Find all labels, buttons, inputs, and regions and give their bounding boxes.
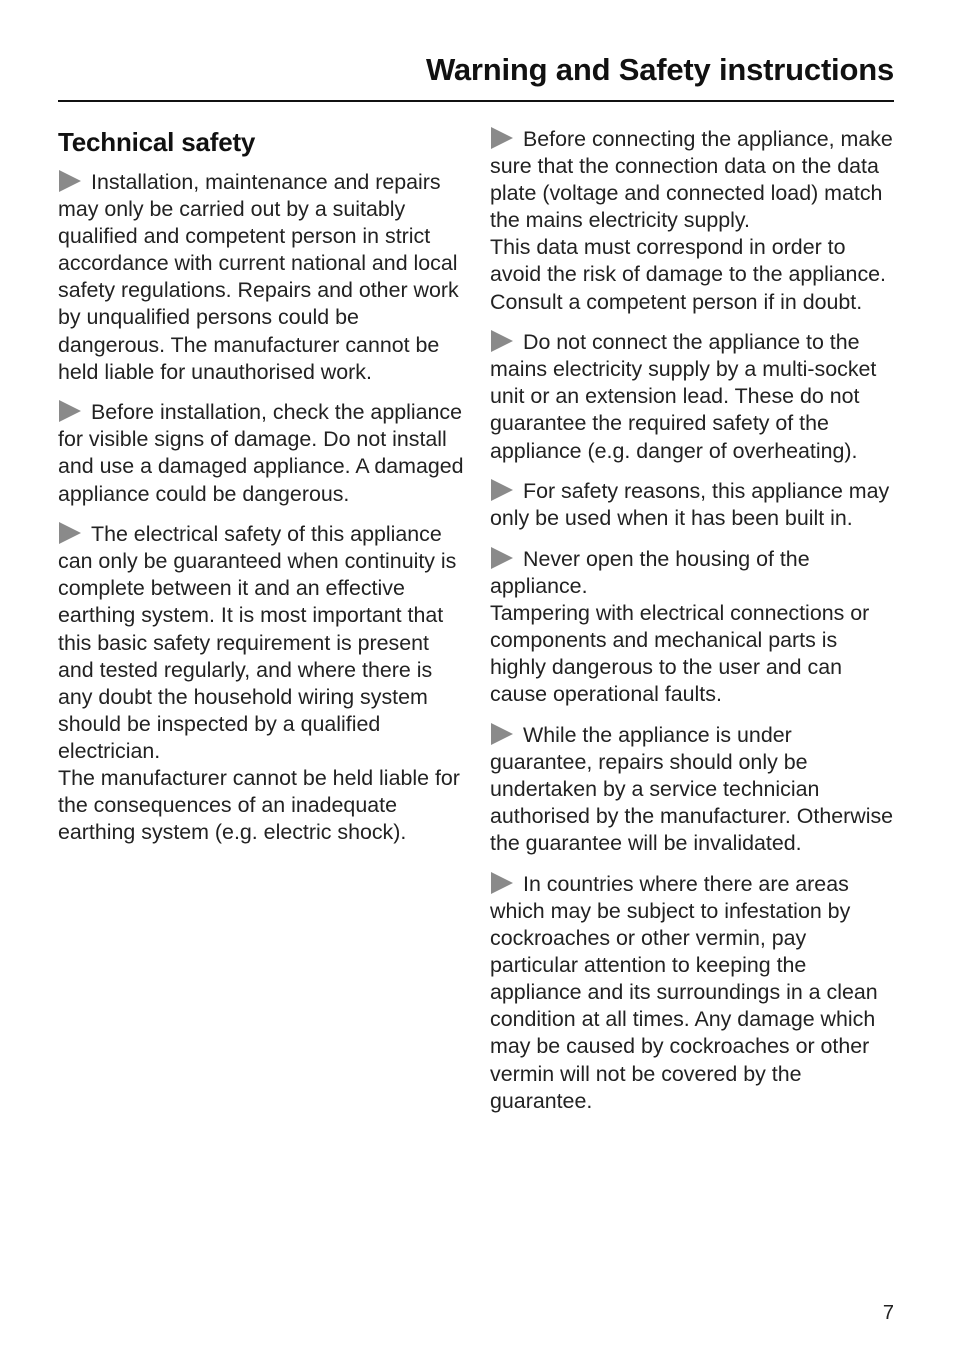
safety-paragraph	[490, 722, 896, 857]
page-title: Warning and Safety instructions	[425, 52, 894, 87]
page-header	[58, 48, 894, 102]
paragraph-text: Do not connect the appliance to the mains electricity supply by a multi-socket unit or an extension lead. These do not guarantee the required safety of the appliance (e.g. danger of overheating).	[490, 330, 877, 463]
safety-paragraph	[58, 399, 466, 507]
paragraph-text: Installation, maintenance and repairs may only be carried out by a suitably qualified and competent person in strict accordance with current national and local safety regulations. Repairs and other work by unqualified persons could be dangerous. The manufacturer cannot be held liable for unauthorised work.	[58, 170, 459, 384]
triangle-bullet-icon	[491, 127, 513, 149]
paragraph-text: Never open the housing of the appliance.	[490, 546, 810, 598]
safety-paragraph	[58, 521, 466, 846]
safety-paragraph	[490, 871, 896, 1115]
right-column	[490, 126, 896, 1128]
triangle-bullet-icon	[491, 547, 513, 569]
safety-paragraph	[490, 126, 896, 316]
triangle-bullet-icon	[491, 330, 513, 352]
left-column	[58, 126, 466, 860]
paragraph-continuation: This data must correspond in order to avoid the risk of damage to the appliance. Consult a competent person if in doubt.	[490, 235, 886, 314]
paragraph-text: In countries where there are areas which may be subject to infestation by cockroaches or other vermin, pay particular attention to keeping the appliance and its surroundings in a clean condition at all times. Any damage which may be caused by cockroaches or other vermin will not be covered by the guarantee.	[490, 871, 878, 1113]
triangle-bullet-icon	[491, 479, 513, 501]
safety-paragraph	[490, 478, 896, 532]
safety-paragraph	[58, 169, 466, 386]
paragraph-text: For safety reasons, this appliance may only be used when it has been built in.	[490, 479, 890, 531]
safety-paragraph	[490, 546, 896, 709]
page-number: 7	[882, 1302, 894, 1324]
paragraph-text: Before installation, check the appliance for visible signs of damage. Do not install and use a damaged appliance. A damaged appliance could be dangerous.	[58, 400, 464, 506]
triangle-bullet-icon	[491, 723, 513, 745]
triangle-bullet-icon	[491, 872, 513, 894]
triangle-bullet-icon	[59, 170, 81, 192]
paragraph-continuation: Tampering with electrical connections or components and mechanical parts is highly dangerous to the user and can cause operational faults.	[490, 601, 870, 707]
triangle-bullet-icon	[59, 522, 81, 544]
section-title: Technical safety	[58, 127, 256, 157]
paragraph-text: While the appliance is under guarantee, repairs should only be undertaken by a service technician authorised by the manufacturer. Otherwise the guarantee will be invalidated.	[490, 722, 894, 856]
paragraph-text: The electrical safety of this appliance can only be guaranteed when continuity is complete between it and an effective earthing system. It is most important that this basic safety requirement is present and tested regularly, and where there is any doubt the household wiring system should be inspected by a qualified electrician.	[58, 522, 457, 763]
paragraph-text: Before connecting the appliance, make sure that the connection data on the data plate (voltage and connected load) match the mains electricity supply.	[490, 127, 893, 233]
triangle-bullet-icon	[59, 400, 81, 422]
paragraph-continuation: The manufacturer cannot be held liable for the consequences of an inadequate earthing system (e.g. electric shock).	[58, 765, 460, 845]
safety-paragraph	[490, 329, 896, 464]
